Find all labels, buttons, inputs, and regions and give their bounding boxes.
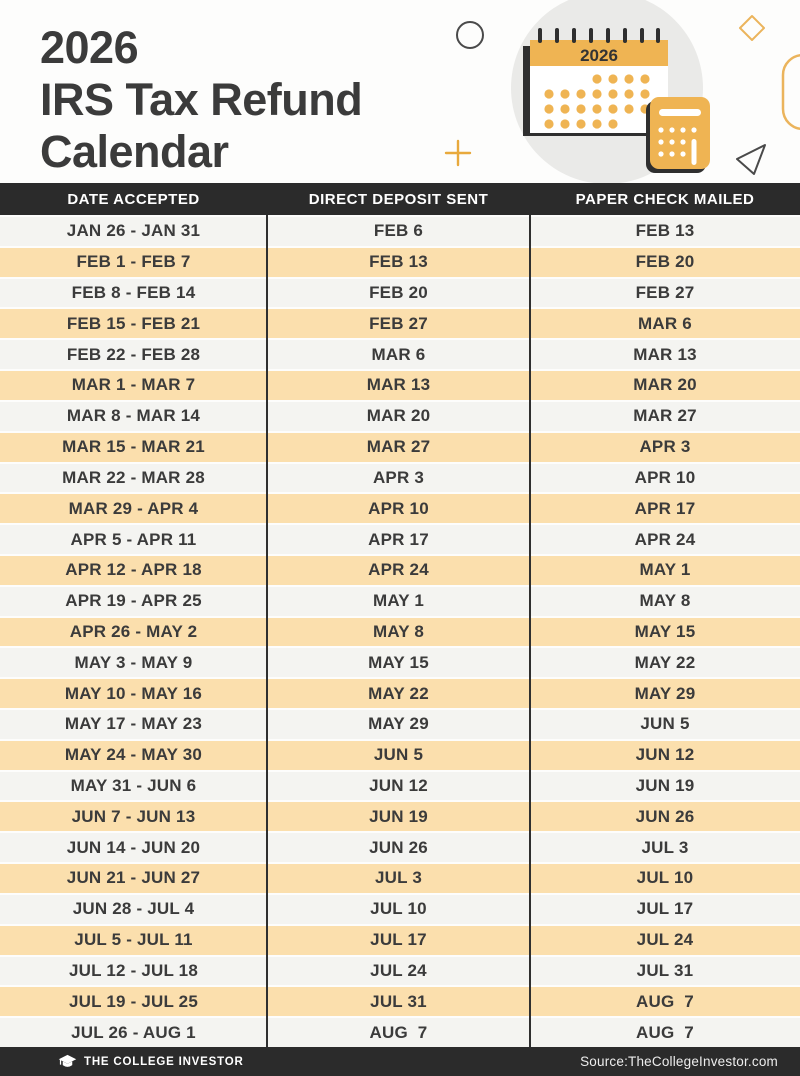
paper-check-cell: JUL 24 bbox=[636, 930, 694, 950]
paper-check-cell: FEB 20 bbox=[635, 252, 695, 272]
table-row bbox=[0, 307, 800, 338]
title-line-2: IRS Tax Refund bbox=[40, 74, 363, 125]
refund-table-body bbox=[0, 215, 800, 1047]
direct-deposit-cell: MAY 29 bbox=[368, 714, 429, 734]
date-accepted-cell: APR 19 - APR 25 bbox=[65, 591, 202, 611]
direct-deposit-cell: JUL 3 bbox=[375, 868, 422, 888]
col-header-direct-deposit: DIRECT DEPOSIT SENT bbox=[308, 190, 489, 208]
table-row bbox=[0, 770, 800, 801]
footer bbox=[0, 1047, 800, 1076]
paper-check-cell: JUN 19 bbox=[635, 776, 695, 796]
date-accepted-cell: JUN 21 - JUN 27 bbox=[66, 868, 201, 888]
table-row bbox=[0, 739, 800, 770]
table-row bbox=[0, 217, 800, 246]
table-row bbox=[0, 431, 800, 462]
paper-check-cell: APR 17 bbox=[634, 498, 696, 518]
direct-deposit-cell: JUN 5 bbox=[373, 745, 424, 765]
refund-table bbox=[0, 183, 800, 1047]
table-row bbox=[0, 616, 800, 647]
table-row bbox=[0, 862, 800, 893]
hero bbox=[0, 0, 800, 183]
triangle-outline-decoration bbox=[737, 145, 765, 174]
calculator-body bbox=[650, 97, 710, 169]
paper-check-cell: AUG 7 bbox=[636, 1022, 694, 1042]
table-row bbox=[0, 800, 800, 831]
date-accepted-cell: FEB 15 - FEB 21 bbox=[66, 313, 201, 333]
paper-check-cell: AUG 7 bbox=[636, 991, 694, 1011]
table-row bbox=[0, 554, 800, 585]
table-row bbox=[0, 1016, 800, 1047]
direct-deposit-cell: APR 24 bbox=[368, 560, 429, 580]
date-accepted-cell: JUN 28 - JUL 4 bbox=[72, 899, 195, 919]
date-accepted-cell: JAN 26 - JAN 31 bbox=[66, 221, 201, 241]
date-accepted-cell: APR 26 - MAY 2 bbox=[69, 621, 198, 641]
direct-deposit-cell: JUN 19 bbox=[369, 806, 428, 826]
table-row bbox=[0, 646, 800, 677]
direct-deposit-cell: APR 3 bbox=[372, 467, 425, 487]
date-accepted-cell: JUN 14 - JUN 20 bbox=[66, 837, 201, 857]
table-row bbox=[0, 955, 800, 986]
table-row bbox=[0, 400, 800, 431]
direct-deposit-cell: JUL 17 bbox=[370, 930, 427, 950]
direct-deposit-cell: JUN 26 bbox=[369, 837, 428, 857]
direct-deposit-cell: MAY 1 bbox=[372, 591, 425, 611]
direct-deposit-cell: FEB 13 bbox=[369, 252, 428, 272]
direct-deposit-cell: MAR 20 bbox=[366, 406, 431, 426]
paper-check-cell: APR 3 bbox=[639, 437, 691, 457]
paper-check-cell: MAY 1 bbox=[639, 560, 691, 580]
table-row bbox=[0, 924, 800, 955]
paper-check-cell: JUL 31 bbox=[636, 960, 694, 980]
date-accepted-cell: MAR 8 - MAR 14 bbox=[66, 406, 201, 426]
date-accepted-cell: JUN 7 - JUN 13 bbox=[71, 806, 196, 826]
date-accepted-cell: APR 12 - APR 18 bbox=[65, 560, 202, 580]
date-accepted-cell: JUL 12 - JUL 18 bbox=[69, 960, 198, 980]
column-divider-2 bbox=[529, 215, 531, 1047]
direct-deposit-cell: APR 17 bbox=[368, 529, 429, 549]
paper-check-cell: MAR 20 bbox=[633, 375, 697, 395]
date-accepted-cell: MAY 3 - MAY 9 bbox=[74, 652, 193, 672]
date-accepted-cell: MAY 17 - MAY 23 bbox=[64, 714, 203, 734]
table-header-row bbox=[0, 183, 800, 215]
date-accepted-cell: JUL 19 - JUL 25 bbox=[69, 991, 198, 1011]
direct-deposit-cell: FEB 6 bbox=[373, 221, 424, 241]
table-row bbox=[0, 831, 800, 862]
table-row bbox=[0, 708, 800, 739]
paper-check-cell: MAY 29 bbox=[634, 683, 696, 703]
circle-outline-decoration bbox=[457, 22, 483, 48]
table-row bbox=[0, 277, 800, 308]
date-accepted-cell: JUL 26 - AUG 1 bbox=[71, 1022, 196, 1042]
date-accepted-cell: MAY 24 - MAY 30 bbox=[64, 745, 203, 765]
date-accepted-cell: FEB 1 - FEB 7 bbox=[76, 252, 191, 272]
title-year: 2026 bbox=[40, 22, 139, 73]
paper-check-cell: JUL 17 bbox=[636, 899, 694, 919]
table-row bbox=[0, 492, 800, 523]
direct-deposit-cell: MAY 15 bbox=[368, 652, 429, 672]
direct-deposit-cell: MAR 13 bbox=[366, 375, 431, 395]
rounded-rect-outline-decoration bbox=[783, 55, 800, 129]
paper-check-cell: JUL 10 bbox=[636, 868, 694, 888]
direct-deposit-cell: JUL 31 bbox=[370, 991, 427, 1011]
direct-deposit-cell: JUL 24 bbox=[370, 960, 427, 980]
date-accepted-cell: MAR 15 - MAR 21 bbox=[62, 437, 205, 457]
direct-deposit-cell: AUG 7 bbox=[369, 1022, 428, 1042]
calendar-illustration-year: 2026 bbox=[580, 46, 618, 65]
table-row bbox=[0, 246, 800, 277]
paper-check-cell: MAY 8 bbox=[639, 591, 691, 611]
paper-check-cell: APR 24 bbox=[634, 529, 696, 549]
paper-check-cell: MAY 15 bbox=[634, 621, 696, 641]
table-row bbox=[0, 462, 800, 493]
table-row bbox=[0, 677, 800, 708]
date-accepted-cell: MAR 22 - MAR 28 bbox=[62, 467, 205, 487]
calendar-calculator-illustration bbox=[430, 0, 800, 185]
plus-decoration bbox=[446, 141, 470, 165]
table-row bbox=[0, 585, 800, 616]
brand-name: THE COLLEGE INVESTOR bbox=[84, 1055, 244, 1068]
paper-check-cell: FEB 27 bbox=[635, 283, 695, 303]
table-row bbox=[0, 893, 800, 924]
paper-check-cell: MAY 22 bbox=[634, 652, 696, 672]
paper-check-cell: JUN 5 bbox=[640, 714, 690, 734]
direct-deposit-cell: MAR 6 bbox=[371, 344, 426, 364]
diamond-outline-decoration bbox=[740, 16, 764, 40]
direct-deposit-cell: FEB 20 bbox=[369, 283, 428, 303]
date-accepted-cell: FEB 22 - FEB 28 bbox=[66, 344, 201, 364]
table-row bbox=[0, 985, 800, 1016]
direct-deposit-cell: JUN 12 bbox=[369, 776, 428, 796]
brand bbox=[58, 1054, 244, 1070]
date-accepted-cell: MAY 10 - MAY 16 bbox=[64, 683, 203, 703]
col-header-date-accepted: DATE ACCEPTED bbox=[67, 190, 200, 208]
table-row bbox=[0, 338, 800, 369]
col-header-paper-check: PAPER CHECK MAILED bbox=[575, 190, 755, 208]
direct-deposit-cell: APR 10 bbox=[368, 498, 429, 518]
direct-deposit-cell: MAR 27 bbox=[366, 437, 431, 457]
date-accepted-cell: MAR 29 - APR 4 bbox=[68, 498, 199, 518]
direct-deposit-cell: MAY 8 bbox=[372, 621, 425, 641]
paper-check-cell: JUL 3 bbox=[641, 837, 689, 857]
paper-check-cell: APR 10 bbox=[634, 467, 696, 487]
table-row bbox=[0, 523, 800, 554]
source-text: Source:TheCollegeInvestor.com bbox=[580, 1054, 778, 1069]
date-accepted-cell: JUL 5 - JUL 11 bbox=[74, 930, 193, 950]
direct-deposit-cell: FEB 27 bbox=[369, 313, 428, 333]
page-title bbox=[40, 22, 362, 178]
paper-check-cell: JUN 26 bbox=[635, 806, 695, 826]
calculator-display bbox=[659, 109, 701, 116]
column-divider-1 bbox=[266, 215, 268, 1047]
direct-deposit-cell: JUL 10 bbox=[370, 899, 427, 919]
paper-check-cell: JUN 12 bbox=[635, 745, 695, 765]
date-accepted-cell: APR 5 - APR 11 bbox=[70, 529, 197, 549]
date-accepted-cell: FEB 8 - FEB 14 bbox=[71, 283, 196, 303]
graduation-cap-icon bbox=[58, 1054, 77, 1070]
date-accepted-cell: MAY 31 - JUN 6 bbox=[70, 776, 197, 796]
paper-check-cell: MAR 6 bbox=[638, 313, 692, 333]
calculator-graphic bbox=[646, 97, 710, 173]
paper-check-cell: MAR 13 bbox=[633, 344, 697, 364]
paper-check-cell: FEB 13 bbox=[635, 221, 695, 241]
paper-check-cell: MAR 27 bbox=[633, 406, 697, 426]
date-accepted-cell: MAR 1 - MAR 7 bbox=[71, 375, 196, 395]
direct-deposit-cell: MAY 22 bbox=[368, 683, 429, 703]
title-line-3: Calendar bbox=[40, 126, 229, 177]
table-row bbox=[0, 369, 800, 400]
